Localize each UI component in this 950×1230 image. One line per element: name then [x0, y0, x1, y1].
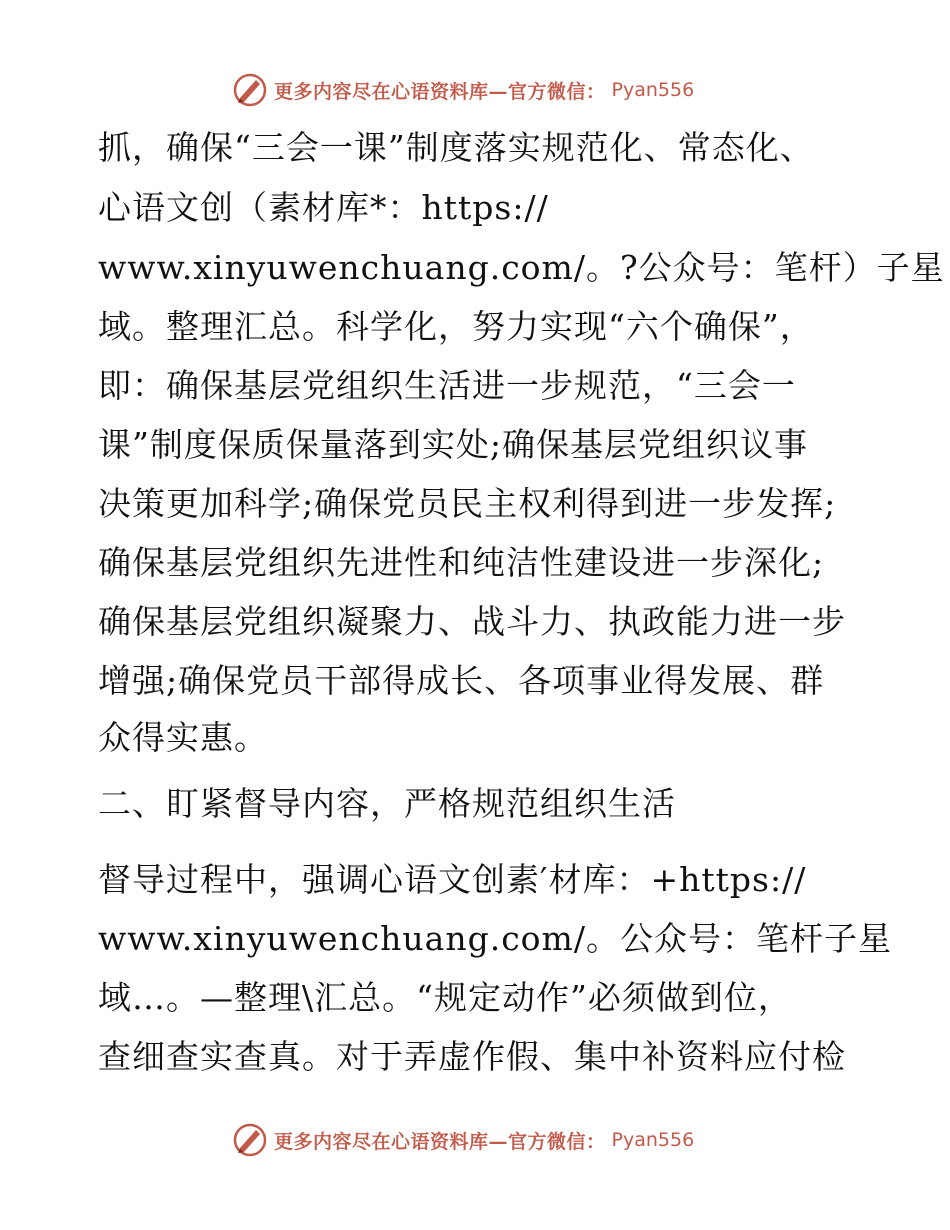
body-line: 抓，确保“三会一课”制度落实规范化、常态化、	[98, 128, 814, 167]
banner-contact: Pyan556	[611, 1129, 695, 1151]
body-line: 众得实惠。	[98, 718, 268, 757]
body-line: 确保基层党组织凝聚力、战斗力、执政能力进一步	[98, 602, 846, 641]
pen-logo-icon	[232, 1122, 268, 1158]
banner-text: 更多内容尽在心语资料库—官方微信：	[274, 80, 606, 103]
body-line: www.xinyuwenchuang.com/。?公众号：笔杆）子星	[98, 248, 945, 287]
pen-logo-icon	[232, 72, 268, 108]
body-line: 域…。—整理\汇总。“规定动作”必须做到位，	[98, 978, 792, 1017]
footer-banner	[232, 1120, 694, 1160]
body-line: 督导过程中，强调心语文创素′材库：+https://	[98, 860, 807, 899]
body-line: 决策更加科学;确保党员民主权利得到进一步发挥;	[98, 484, 837, 523]
body-line: 确保基层党组织先进性和纯洁性建设进一步深化;	[98, 543, 825, 582]
body-line: 课”制度保质保量落到实处;确保基层党组织议事	[98, 425, 808, 464]
body-line: 域。整理汇总。科学化，努力实现“六个确保”，	[98, 307, 814, 346]
banner-contact: Pyan556	[611, 79, 695, 101]
banner-text: 更多内容尽在心语资料库—官方微信：	[274, 1130, 606, 1153]
body-line: 即：确保基层党组织生活进一步规范，“三会一	[98, 366, 796, 405]
section-heading: 二、盯紧督导内容，严格规范组织生活	[98, 784, 676, 823]
header-banner	[232, 70, 694, 110]
body-line: www.xinyuwenchuang.com/。公众号：笔杆子星	[98, 919, 892, 958]
body-line: 查细查实查真。对于弄虚作假、集中补资料应付检	[98, 1037, 846, 1076]
body-line: 心语文创（素材库*：https://	[98, 188, 549, 227]
body-line: 增强;确保党员干部得成长、各项事业得发展、群	[98, 661, 825, 700]
